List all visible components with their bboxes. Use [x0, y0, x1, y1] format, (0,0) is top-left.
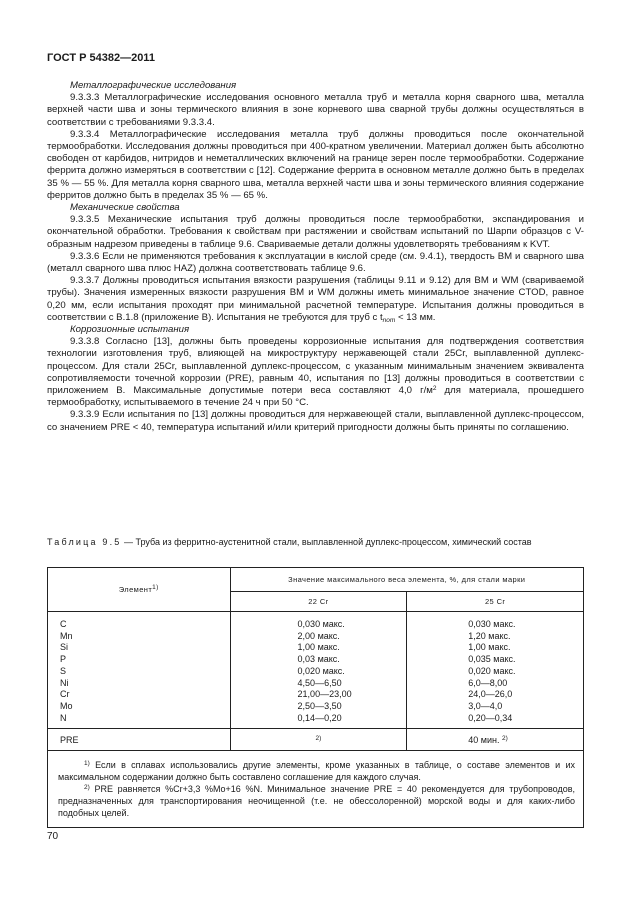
column-header-group: Значение максимального веса элемента, %, для стали марки	[230, 568, 583, 592]
paragraph-9-3-3-7-text: 9.3.3.7 Должны проводиться испытания вязкости разрушения (таблицы 9.11 и 9.12) для ВМ и WM (свариваемой трубы). Значения измеренных вязкости разрушения ВМ и WM должны иметь минимальное значение CTOD, равное 0,20 мм, если испытания проходят при минимальной расчетной температуре. Испытания должны проводиться в соответствии с В.1.8 (приложение В). Испытания не требуются для труб с t	[47, 275, 584, 323]
value-22cr: 2,00 макс.	[297, 630, 340, 641]
value-22cr: 2,50—3,50	[297, 700, 342, 711]
value-25cr: 0,030 макс.	[468, 619, 516, 629]
paragraph-9-3-3-6: 9.3.3.6 Если не применяются требования к эксплуатации в кислой среде (см. 9.4.1), твердость ВМ и сварного шва (металл сварного шва плюс HAZ) должна соответствовать таблице 9.6.	[47, 250, 584, 275]
table-body-row	[48, 612, 584, 729]
element-symbol: Si	[60, 642, 69, 653]
body-text	[47, 80, 584, 434]
pre-22cr-note: 2)	[315, 734, 322, 742]
value-25cr: 1,20 макс.	[468, 630, 511, 641]
value-22cr: 21,00—23,00	[297, 689, 352, 700]
value-25cr: 0,020 макс.	[468, 665, 516, 676]
value-22cr: 0,020 макс.	[297, 665, 345, 676]
paragraph-9-3-3-7	[47, 275, 584, 324]
section-heading-corrosion: Коррозионные испытания	[70, 324, 190, 336]
pre-label-cell: PRE	[48, 729, 231, 751]
pre-25cr-value: 40 мин.	[468, 734, 500, 745]
table-caption	[47, 537, 584, 549]
paragraph-9-3-3-3: 9.3.3.3 Металлографические исследования основного металла труб и металла корня сварного шва, металла верхней части шва и зоны термического влияния в зоне корневого шва сварной трубы должны осуществляться в соответствии с требованиями 9.3.3.4.	[47, 92, 584, 128]
value-22cr: 0,03 макс.	[297, 654, 340, 665]
value-25cr: 24,0—26,0	[468, 689, 513, 700]
section-heading-metallography: Металлографические исследования	[70, 80, 237, 91]
column-header-element	[48, 568, 231, 612]
document-id: ГОСТ Р 54382—2011	[47, 52, 155, 64]
element-symbol: Ni	[60, 677, 69, 688]
paragraph-9-3-3-8	[47, 336, 584, 409]
table-header-row	[48, 568, 584, 592]
table-caption-label: Таблица 9.5	[47, 537, 122, 547]
table-notes-row	[48, 751, 584, 828]
column-header-element-note: 1)	[152, 584, 159, 591]
value-25cr: 3,0—4,0	[468, 700, 503, 711]
squared-superscript: 2	[432, 385, 437, 393]
paragraph-9-3-3-7-tail: < 13 мм.	[395, 311, 436, 323]
paragraph-9-3-3-9: 9.3.3.9 Если испытания по [13] должны проводиться для нержавеющей стали, выплавленной дуплекс-процессом, со значением PRE < 40, температура испытаний и/или критерий пригодности должны быть приняты по соглашению.	[47, 409, 584, 433]
column-header-element-label: Элемент	[118, 585, 153, 594]
value-25cr: 6,0—8,00	[468, 677, 508, 688]
pre-25cr-note: 2)	[501, 734, 508, 742]
composition-table	[47, 567, 584, 828]
values-25cr-cell	[407, 612, 584, 729]
column-header-25cr: 25 Cr	[407, 592, 584, 612]
value-25cr: 1,00 макс.	[468, 642, 511, 653]
table-note-2	[58, 783, 575, 819]
table-note-2-mark: 2)	[84, 784, 90, 792]
paragraph-9-3-3-4: 9.3.3.4 Металлографические исследования металла труб должны проводиться после окончательной термообработки. Исследования должны проводиться при 400-кратном увеличении. Материал должен быть абсолютно свободен от карбидов, нитридов и неметаллических включений на границе зерен после термообработки. Содержание феррита должно измеряться в соответствии с [12]. Содержание феррита в основном металле должно быть в пределах 35 % — 55 %. Для металла корня сварного шва, металла верхней части шва и зоны термического влияния содержание ферритов должно быть в пределах 35 % — 65 %.	[47, 128, 584, 201]
paragraph-9-3-3-8-tail: для материала, прошедшего термообработку, испытываемого в течение 24 ч при 50 °С.	[47, 385, 584, 409]
value-22cr: 0,14—0,20	[297, 712, 342, 723]
section-heading-mechanical: Механические свойства	[70, 202, 180, 214]
pre-22cr-cell	[230, 729, 407, 751]
element-list-cell	[48, 612, 231, 729]
element-symbol: Cr	[60, 689, 70, 700]
element-symbol: Mn	[60, 630, 73, 641]
value-22cr: 1,00 макс.	[297, 642, 340, 653]
table-note-2-text: PRE равняется %Cr+3,3 %Mo+16 %N. Минимальное значение PRE = 40 рекомендуется для трубопроводов, предназначенных для транспортирования неочищенной (т.е. не обессолоренной) морской воды и для каких-либо подобных целей.	[58, 784, 575, 819]
pre-25cr-cell	[407, 729, 584, 751]
element-symbol: P	[60, 654, 67, 665]
table-row-pre	[48, 729, 584, 751]
values-22cr-cell	[230, 612, 407, 729]
table-caption-text: — Труба из ферритно-аустенитной стали, выплавленной дуплекс-процессом, химический состав	[121, 537, 532, 547]
element-symbol: C	[60, 619, 67, 629]
value-22cr: 0,030 макс.	[297, 619, 345, 629]
element-symbol: N	[60, 712, 67, 723]
element-symbol: S	[60, 665, 67, 676]
value-25cr: 0,035 макс.	[468, 654, 516, 665]
table-note-1-text: Если в сплавах использовались другие элементы, кроме указанных в таблице, о составе элементов и их максимальном содержании должно быть составлено соглашение для каждого случая.	[58, 760, 575, 783]
table-notes	[48, 751, 584, 828]
column-header-22cr: 22 Cr	[230, 592, 407, 612]
page-number: 70	[47, 831, 59, 842]
value-25cr: 0,20—0,34	[468, 712, 513, 723]
element-symbol: Mo	[60, 700, 73, 711]
paragraph-9-3-3-5: 9.3.3.5 Механические испытания труб должны проводиться после термообработки, экспандирования и окончательной обработки. Требования к свойствам при растяжении и свойствам испытаний по Шарпи образцов с V-образным надрезом приведены в таблице 9.6. Свариваемые детали должны удовлетворять требованиям к KVT.	[47, 214, 584, 250]
t-nom-subscript: nom	[382, 316, 396, 324]
value-22cr: 4,50—6,50	[297, 677, 342, 688]
paragraph-9-3-3-8-text: 9.3.3.8 Согласно [13], должны быть проведены коррозионные испытания для подтверждения соответствия технологии изготовления труб, влияющей на микроструктуру нержавеющей стали 25Cr, выплавленной дуплекс-процессом. Для стали 25Cr, выплавленной дуплекс-процессом, с указанным минимальным значением эквивалента сопротивляемости точечной коррозии (PRE), равным 40, испытания по [13] должны проводиться в соответствии с приложением В. Максимальные допустимые потери веса составляют 4,0 г/м	[47, 336, 584, 397]
table-note-1-mark: 1)	[84, 760, 90, 768]
table-note-1	[58, 759, 575, 783]
